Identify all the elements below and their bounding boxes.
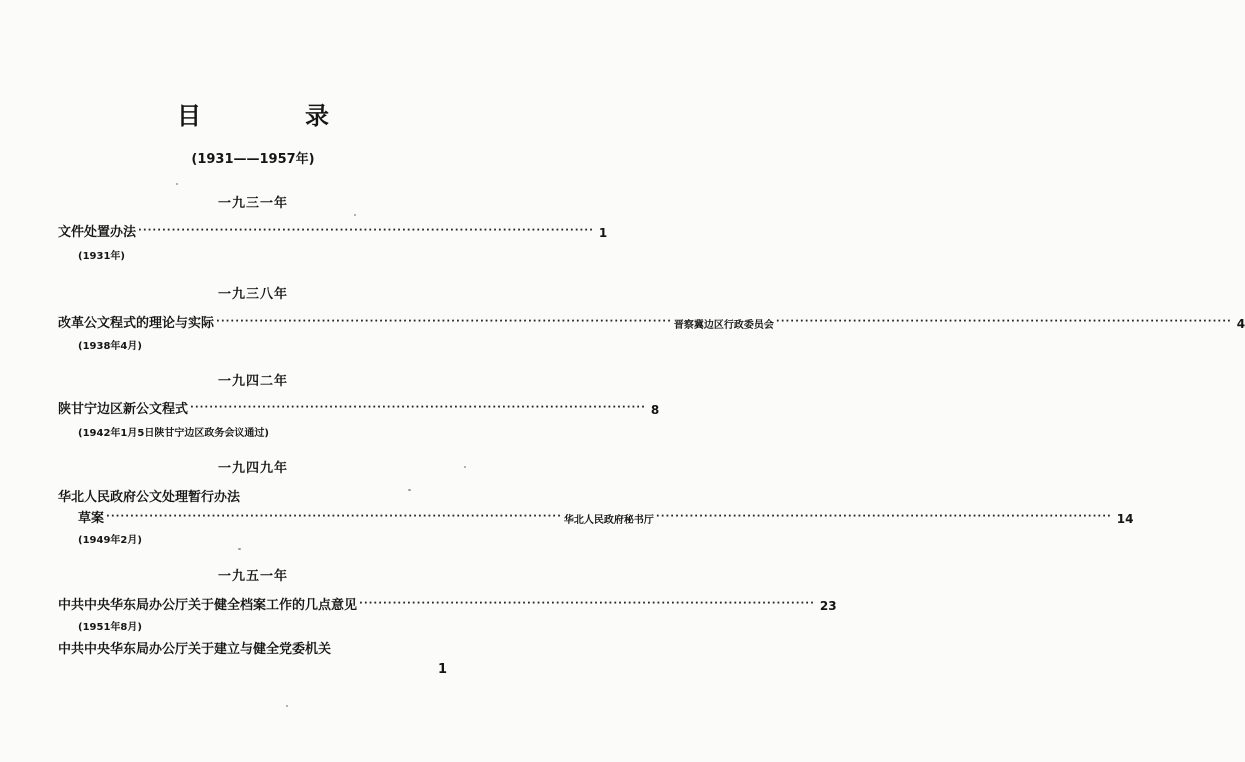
dot-leader: ······························································································· — [775, 316, 1232, 327]
dot-leader: ······························································································· — [190, 402, 646, 413]
entry-title: 中共中央华东局办公厅关于健全档案工作的几点意见 — [58, 598, 358, 613]
entry-organization: 华北人民政府秘书厅 — [563, 515, 654, 526]
toc-entry[interactable] — [78, 508, 1134, 526]
page-number: 4 — [1236, 317, 1245, 331]
page-number: 8 — [650, 403, 660, 417]
year-heading-1949: 一九四九年 — [217, 461, 288, 476]
scan-speck — [176, 183, 178, 185]
entry-date-note: (1951年8月) — [78, 622, 142, 633]
dot-leader: ······························································································· — [655, 511, 1112, 522]
page-title: 目 录 — [177, 102, 369, 130]
page-number: 1 — [598, 226, 608, 240]
entry-organization: 晋察冀边区行政委员会 — [673, 320, 774, 331]
toc-entry-continued[interactable]: 中共中央华东局办公厅关于建立与健全党委机关 — [58, 642, 332, 657]
year-heading-1938: 一九三八年 — [217, 287, 288, 302]
year-heading-1942: 一九四二年 — [217, 374, 288, 389]
toc-entry[interactable] — [58, 313, 1245, 331]
page-folio: 1 — [438, 662, 448, 677]
page-number: 23 — [819, 599, 837, 613]
scan-speck — [286, 705, 288, 707]
toc-entry[interactable] — [58, 399, 660, 417]
scan-speck — [464, 466, 466, 468]
toc-entry[interactable] — [58, 595, 837, 613]
scan-speck — [408, 489, 411, 491]
entry-title: 草案 — [78, 511, 105, 526]
scan-speck — [354, 214, 356, 216]
dot-leader: ······························································································· — [106, 511, 562, 522]
entry-date-note: (1942年1月5日陕甘宁边区政务会议通过) — [78, 428, 269, 439]
entry-date-note: (1931年) — [78, 251, 125, 262]
toc-entry[interactable] — [58, 222, 608, 240]
entry-date-note: (1949年2月) — [78, 535, 142, 546]
entry-date-note: (1938年4月) — [78, 341, 142, 352]
scan-speck — [238, 548, 241, 550]
entry-title: 陕甘宁边区新公文程式 — [58, 402, 189, 417]
entry-title: 改革公文程式的理论与实际 — [58, 316, 215, 331]
entry-title: 文件处置办法 — [58, 225, 137, 240]
date-range-subtitle: (1931——1957年) — [191, 152, 315, 167]
dot-leader: ······························································································· — [216, 316, 672, 327]
dot-leader: ······························································································· — [138, 225, 594, 236]
page-number: 14 — [1116, 512, 1134, 526]
dot-leader: ······························································································· — [359, 598, 815, 609]
entry-title-line: 华北人民政府公文处理暂行办法 — [58, 490, 241, 505]
year-heading-1951: 一九五一年 — [217, 569, 288, 584]
year-heading-1931: 一九三一年 — [217, 196, 288, 211]
